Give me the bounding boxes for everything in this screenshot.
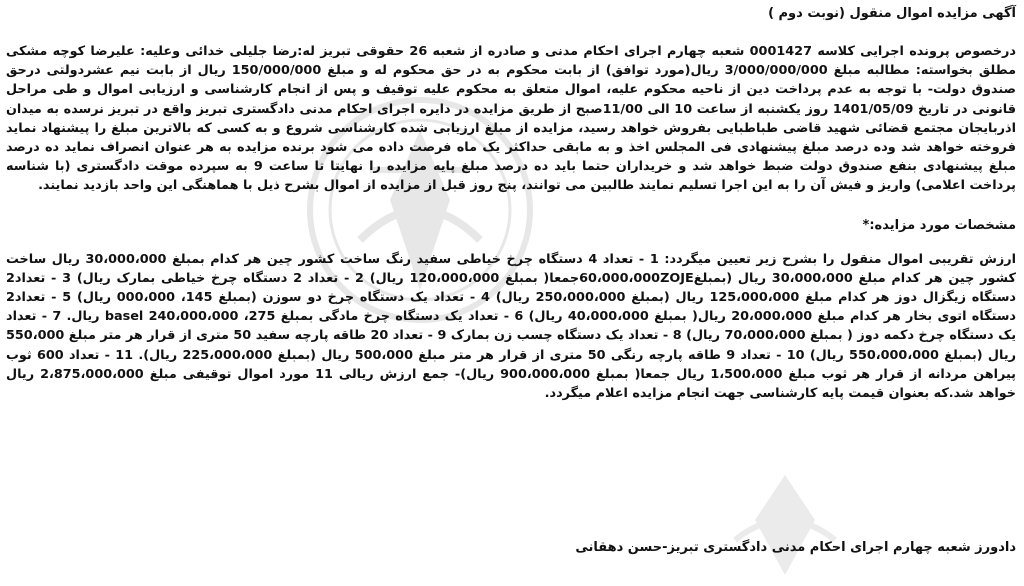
auction-items-paragraph: ارزش تقریبی اموال منقول را بشرح زیر تعیین میگردد: 1 - تعداد 4 دستگاه چرخ خیاطی سفید رنگ ساخت کشور چین هر کدام بمبلغ 30،000،000 ریال ساخت کشور چین هر کدام مبلغ 30،000،000 ریال (بمبلغ60،000،000ZOJEجمعا( بمبلغ 120،000،000 ریال) 2 - تعداد 2 دستگاه چرخ خیاطی بمارک ریال) 3 - تعداد2 دستگاه زیگزال دوز هر کدام مبلغ 125،000،000 ریال (بمبلغ 250،000،000 ریال) 4 - تعداد یک دستگاه چرخ دو سوزن (بمبلغ 145، 000،000 ریال) 5 - تعداد2 دستگاه اتوی بخار هر کدام مبلغ 20،000،000 ریال( بمبلغ 40،000،000 ریال) 6 - تعداد یک دستگاه چرخ مادگی بمبلغ 275، basel 240،000،000 ریال. 7 - تعداد یک دستگاه چرخ دکمه دوز ( بمبلغ 70،000،000 ریال) 8 - تعداد یک دستگاه چسب زن بمارک 9 - تعداد 20 طاقه پارچه سفید 50 متری از قرار هر متر مبلغ 550،000 ریال (بمبلغ 550،000،000 ریال) 10 - تعداد 9 طاقه پارچه رنگی 50 متری از قرار هر متر مبلغ 500،000 ریال (بمبلغ 225،000،000 ریال). 11 - تعداد 600 ثوب پیراهن مردانه از قرار هر ثوب مبلغ 1،500،000 ریال جمعا( بمبلغ 900،000،000 ریال)- جمع ارزش ریالی 11 مورد اموال توقیفی مبلغ 2،875،000،000 ریال خواهد شد.که بعنوان قیمت پایه کارشناسی جهت انجام مزایده اعلام میگردد. (6, 251, 1016, 402)
auction-notice (6, 4, 1016, 403)
judiciary-emblem-watermark-small (720, 470, 850, 580)
notice-signature: دادورز شعبه چهارم اجرای احکام مدنی دادگستری تبریز-حسن دهقانی (575, 540, 1016, 555)
auction-items-heading: مشخصات مورد مزایده:* (862, 217, 1016, 233)
notice-title: آگهی مزایده اموال منقول (نوبت دوم ) (768, 6, 1016, 21)
notice-intro-paragraph: درخصوص پرونده اجرایی کلاسه 0001427 شعبه چهارم اجرای احکام مدنی و صادره از شعبه 26 حقوقی تبریز له:رضا جلیلی خدائی وعلیه: علیرضا کوچه مشکی مطلق بخواسته: مطالبه مبلغ 3/000/000/000 ریال(مورد توافق) از بابت محکوم به در حق محکوم له و مبلغ 150/000/000 ریال از بابت نیم عشردولتی درحق صندوق دولت- با توجه به عدم پرداخت دین از ناحیه محکوم علیه، اموال متعلق به محکوم علیه توقیف و پس از انجام کارشناسی و ارزیابی اموال و طی مراحل قانونی در تاریخ 1401/05/09 روز یکشنبه از ساعت 10 الی 11/00صبح از طریق مزایده در دایره اجرای احکام مدنی دادگستری تبریز واقع در تبریز نرسده به میدان اذربایجان مجتمع قضائی شهید قاضی طباطبایی بفروش خواهد رسید، مزایده از مبلغ ارزیابی شده کارشناسی شروع و به کسی که بالاترین مبلغ را پیشنهاد نماید فروخته خواهد شد وده درصد مبلغ پیشنهادی فی المجلس اخذ و به مابقی حداکثر یک ماه فرصت داده می شود برنده مزایده به هر عنوان انصراف نماید ده درصد مبلغ پیشنهادی بنفع صندوق دولت ضبط خواهد شد و خریداران حتما باید ده درصد مبلغ پایه مزایده را نهایتا تا ساعت 9 به سپرده موقت دادگستری (با شناسه پرداخت اعلامی) واریز و فیش آن را به این اجرا تسلیم نمایند طالبین می توانند، پنج روز قبل از مزایده از اموال بشرح ذیل با هماهنگی این واحد بازدید نمایند. (6, 44, 1016, 194)
